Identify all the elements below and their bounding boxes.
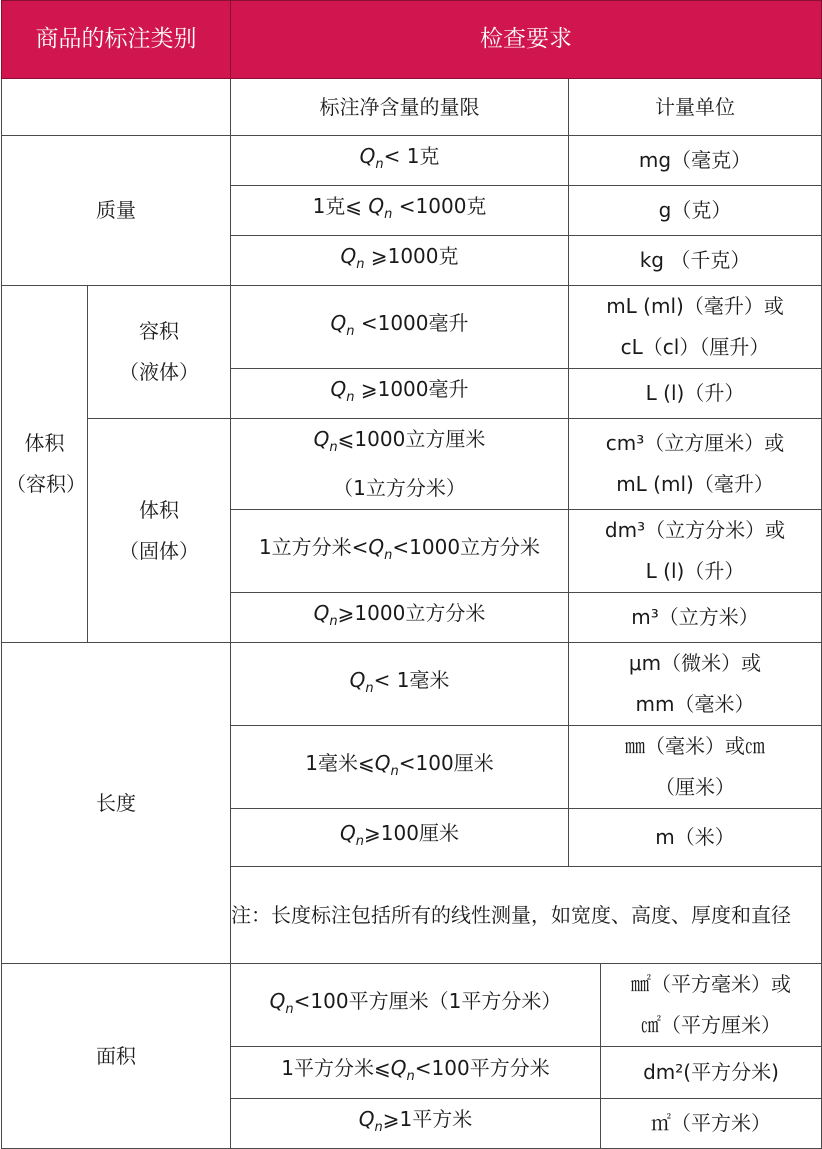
category-mass: 质量: [2, 136, 231, 286]
qn-symbol: $Q_n$: [390, 1056, 415, 1084]
category-area: 面积: [2, 964, 231, 1149]
unit-cell: g（克）: [569, 186, 822, 236]
unit-cell: ㎡（平方米）: [601, 1099, 822, 1149]
unit-cell: dm²(平方分米): [601, 1047, 822, 1099]
qn-symbol: $Q_n$: [330, 377, 355, 405]
unit-cell: m（米）: [569, 809, 822, 867]
subheader-range: 标注净含量的量限: [231, 79, 569, 136]
range-cell: 1立方分米$<Q_n<1000$立方分米: [231, 510, 569, 593]
range-cell: 1克⩽ $Q_n <1000$克: [231, 186, 569, 236]
header-requirements: 检查要求: [231, 1, 822, 79]
qn-symbol: $Q_n$: [358, 1107, 383, 1135]
unit-cell: μm（微米）或 mm（毫米）: [569, 643, 822, 726]
qn-symbol: $Q_n$: [374, 750, 399, 779]
unit-cell: mL (ml)（毫升）或 cL（cl）（厘升）: [569, 286, 822, 369]
unit-cell: mg（毫克）: [569, 136, 822, 186]
qn-symbol: $Q_n$: [349, 667, 374, 696]
unit-cell: ㎜（毫米）或㎝ （厘米）: [569, 726, 822, 809]
qn-symbol: $Q_n$: [340, 244, 365, 272]
category-volume: 体积 （容积）: [2, 286, 88, 643]
range-cell: $Q_n< 1$毫米: [231, 643, 569, 726]
subcategory-liquid: 容积 （液体）: [88, 286, 231, 419]
range-cell: $Q_n$ ⩾1000毫升: [231, 369, 569, 419]
range-cell: 1毫米$⩽Q_n<100$厘米: [231, 726, 569, 809]
length-note: 注：长度标注包括所有的线性测量，如宽度、高度、厚度和直径: [231, 867, 822, 964]
subcategory-solid: 体积 （固体）: [88, 419, 231, 643]
range-cell: 1平方分米$⩽Q_n<100$平方分米: [231, 1047, 601, 1099]
range-cell: $Q_n$ ⩾1000克: [231, 236, 569, 286]
qn-symbol: $Q_n$: [368, 534, 393, 563]
subheader-empty: [2, 79, 231, 136]
qn-symbol: $Q_n$: [313, 601, 338, 629]
qn-symbol: $Q_n$: [359, 144, 384, 172]
qn-symbol: $Q_n$: [313, 427, 338, 455]
unit-cell: m³（立方米）: [569, 593, 822, 643]
range-cell: $Q_n⩾1000$立方分米: [231, 593, 569, 643]
range-cell: $Q_n⩾100$厘米: [231, 809, 569, 867]
range-cell: $Q_n< 1$克: [231, 136, 569, 186]
range-cell: $Q_n<100$平方厘米（1平方分米）: [231, 964, 601, 1047]
unit-cell: kg （千克）: [569, 236, 822, 286]
qn-symbol: $Q_n$: [330, 310, 355, 339]
range-cell: $Q_n⩽1000$立方厘米 （1立方分米）: [231, 419, 569, 510]
header-category: 商品的标注类别: [2, 1, 231, 79]
subheader-unit: 计量单位: [569, 79, 822, 136]
unit-cell: ㎟（平方毫米）或 ㎠（平方厘米）: [601, 964, 822, 1047]
unit-cell: dm³（立方分米）或 L (l)（升）: [569, 510, 822, 593]
unit-cell: L (l)（升）: [569, 369, 822, 419]
range-cell: $Q_n⩾1$平方米: [231, 1099, 601, 1149]
qn-symbol: $Q_n$: [269, 988, 294, 1017]
unit-cell: cm³（立方厘米）或 mL (ml)（毫升）: [569, 419, 822, 510]
qn-symbol: $Q_n$: [340, 821, 365, 849]
qn-symbol: $Q_n$: [368, 194, 393, 222]
category-length: 长度: [2, 643, 231, 964]
range-cell: $Q_n <1000$毫升: [231, 286, 569, 369]
net-content-labeling-table: [1, 0, 822, 1149]
